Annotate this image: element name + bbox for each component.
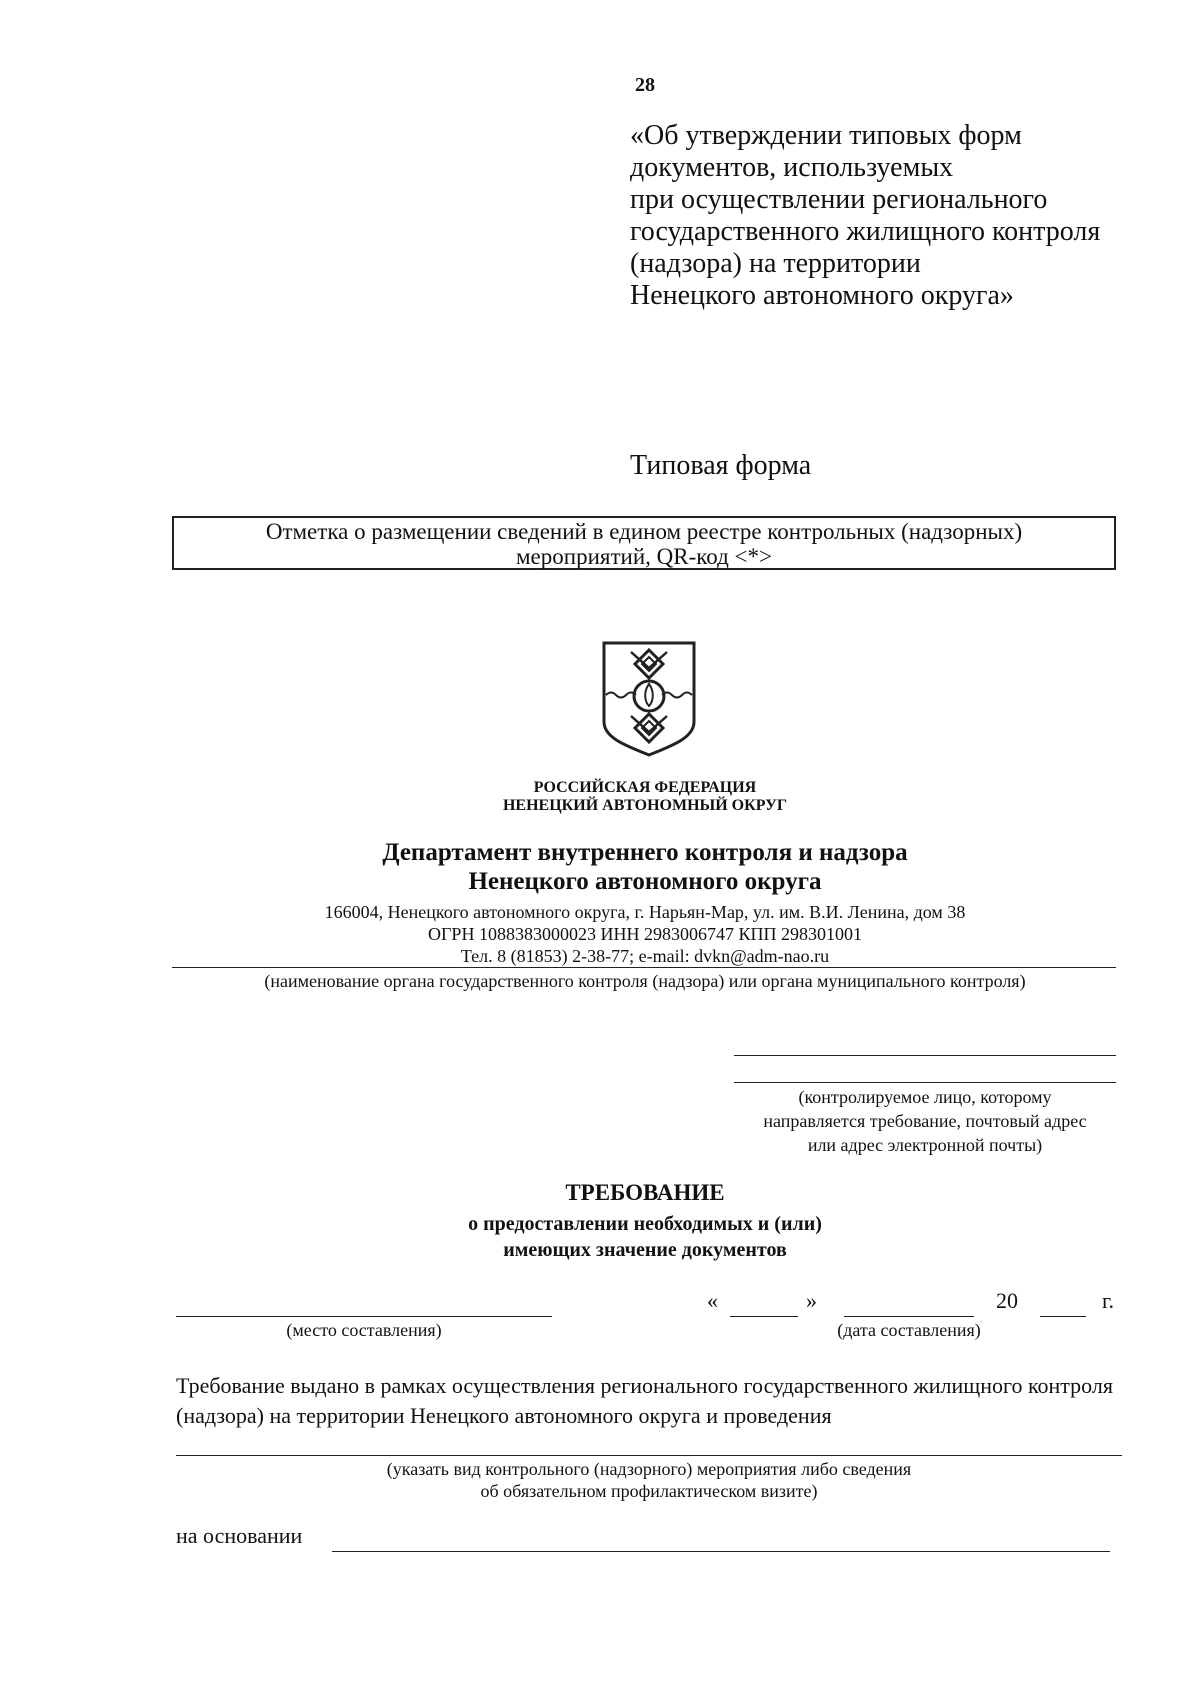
basis-field-line[interactable] [332, 1551, 1110, 1552]
approval-line: «Об утверждении типовых форм [630, 120, 1022, 151]
requirement-body-text: Требование выдано в рамках осуществления регионального государственного жилищного контроля (надзора) на территории Ненецкого автономного округа и проведения [176, 1373, 1113, 1428]
document-subtitle [0, 1211, 1200, 1263]
region-name: НЕНЕЦКИЙ АВТОНОМНЫЙ ОКРУГ [502, 797, 788, 814]
date-close-quote: » [806, 1288, 817, 1313]
registry-notice-line: Отметка о размещении сведений в едином реестре контрольных (надзорных) [265, 519, 1023, 544]
document-title: ТРЕБОВАНИЕ [565, 1180, 725, 1205]
approval-line: государственного жилищного контроля [630, 216, 1101, 247]
recipient-field-line-1[interactable] [734, 1055, 1116, 1056]
document-subtitle-line: имеющих значение документов [503, 1239, 787, 1261]
year-prefix: 20 [996, 1288, 1018, 1313]
date-open-quote: « [707, 1288, 718, 1313]
recipient-caption-line: или адрес электронной почты) [807, 1135, 1043, 1155]
form-type-label: Типовая форма [630, 450, 812, 481]
approval-line: при осуществлении регионального [630, 184, 1048, 215]
department-line: Ненецкого автономного округа [468, 868, 822, 895]
year-field-line[interactable] [1040, 1316, 1086, 1317]
department-contacts [0, 901, 1200, 967]
department-line: Департамент внутреннего контроля и надзора [382, 839, 908, 866]
country-heading [0, 779, 1200, 815]
event-type-field-line[interactable] [176, 1455, 1122, 1456]
basis-label: на основании [176, 1523, 303, 1548]
registry-notice-box [172, 516, 1116, 570]
nao-coat-of-arms-icon [601, 640, 697, 758]
date-caption: (дата составления) [837, 1320, 981, 1340]
department-registration: ОГРН 1088383000023 ИНН 2983006747 КПП 298301001 [428, 924, 862, 944]
event-type-caption-line: (указать вид контрольного (надзорного) мероприятия либо сведения [386, 1459, 912, 1479]
registry-notice-line: мероприятий, QR-код <*> [516, 544, 772, 569]
department-name [0, 838, 1200, 896]
event-type-caption [176, 1458, 1122, 1502]
year-suffix: г. [1102, 1288, 1115, 1313]
approval-line: Ненецкого автономного округа» [630, 280, 1014, 311]
document-subtitle-line: о предоставлении необходимых и (или) [468, 1213, 822, 1235]
recipient-caption-line: направляется требование, почтовый адрес [763, 1111, 1087, 1131]
authority-caption: (наименование органа государственного контроля (надзора) или органа муниципального контроля) [264, 971, 1026, 991]
country-name: РОССИЙСКАЯ ФЕДЕРАЦИЯ [533, 779, 757, 796]
department-address: 166004, Ненецкого автономного округа, г. Нарьян-Мар, ул. им. В.И. Ленина, дом 38 [324, 902, 966, 922]
recipient-caption-line: (контролируемое лицо, которому [798, 1087, 1052, 1107]
event-type-caption-line: об обязательном профилактическом визите) [480, 1481, 818, 1501]
place-caption: (место составления) [286, 1320, 442, 1340]
recipient-field-line-2[interactable] [734, 1082, 1116, 1083]
place-field-line[interactable] [176, 1316, 552, 1317]
authority-underline [172, 967, 1116, 968]
month-field-line[interactable] [844, 1316, 974, 1317]
department-phone-email: Тел. 8 (81853) 2-38-77; e-mail: dvkn@adm-nao.ru [460, 946, 830, 966]
approval-line: (надзора) на территории [630, 248, 921, 279]
recipient-caption [734, 1085, 1116, 1157]
day-field-line[interactable] [730, 1316, 798, 1317]
page-number: 28 [635, 74, 655, 96]
approval-reference [630, 120, 1170, 312]
approval-line: документов, используемых [630, 152, 954, 183]
